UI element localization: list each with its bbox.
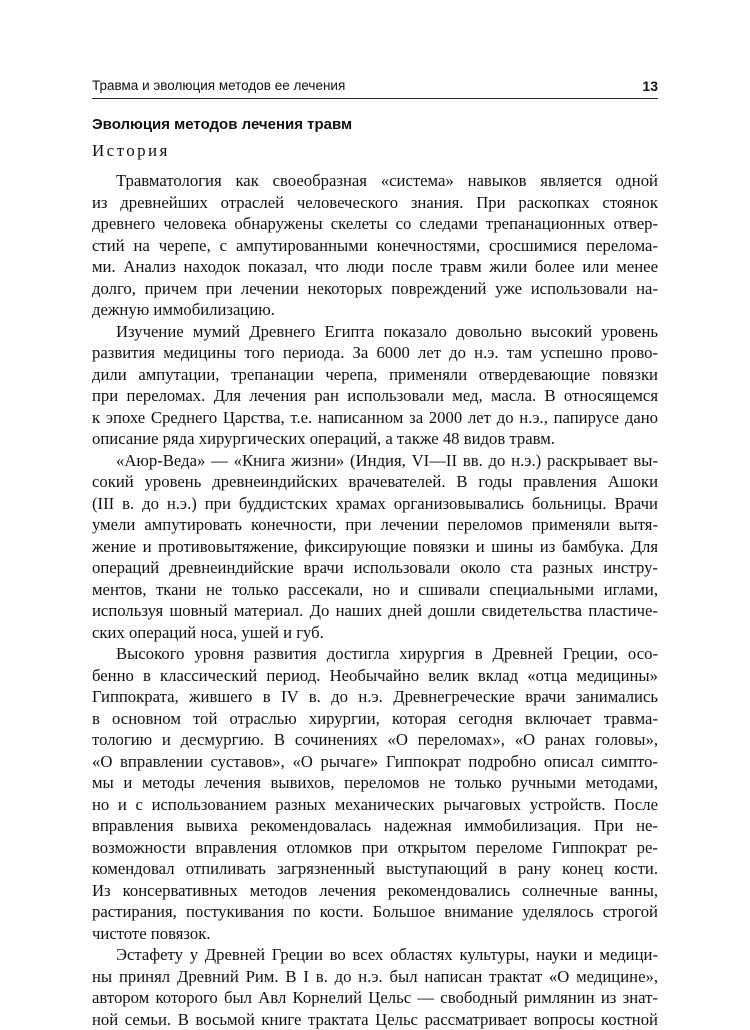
text-line: ми. Анализ находок показал, что люди после травм жили более или менее [92,256,658,278]
text-line: Изучение мумий Древнего Египта показало довольно высокий уровень [92,321,658,343]
body-text [92,170,658,1030]
text-line: ментов, ткани не только рассекали, но и сшивали специальными иглами, [92,579,658,601]
text-line: комендовал отпиливать загрязненный выступающий в рану конец кости. [92,858,658,880]
page-number: 13 [642,78,658,94]
text-line: Гиппократа, жившего в IV в. до н.э. Древнегреческие врачи занимались [92,686,658,708]
text-line: ны принял Древний Рим. В I в. до н.э. был написан трактат «О медицине», [92,966,658,988]
text-line: возможности вправления отломков при открытом переломе Гиппократ ре- [92,837,658,859]
text-line: бенно в классический период. Необычайно велик вклад «отца медицины» [92,665,658,687]
text-line: используя шовный материал. До наших дней дошли свидетельства пластиче- [92,600,658,622]
paragraph [92,643,658,944]
running-head [92,78,658,96]
text-line: ских операций носа, ушей и губ. [92,622,658,644]
text-line: Эстафету у Древней Греции во всех областях культуры, науки и медици- [92,944,658,966]
paragraph [92,170,658,321]
text-line: растирания, постукивания по кости. Большое внимание уделялось строгой [92,901,658,923]
text-line: из древнейших отраслей человеческого знания. При раскопках стоянок [92,192,658,214]
paragraph [92,944,658,1030]
text-line: в основном той отраслью хирургии, которая сегодня включает травма- [92,708,658,730]
text-line: дежную иммобилизацию. [92,299,658,321]
text-line: ной семьи. В восьмой книге трактата Цельс рассматривает вопросы костной [92,1009,658,1030]
text-line: Из консервативных методов лечения рекомендовались солнечные ванны, [92,880,658,902]
text-line: «Аюр-Веда» — «Книга жизни» (Индия, VI—II вв. до н.э.) раскрывает вы- [92,450,658,472]
text-line: стий на черепе, с ампутированными конечностями, сросшимися перелома- [92,235,658,257]
header-divider [92,98,658,99]
section-title: Эволюция методов лечения травм [92,116,658,133]
subsection-title: История [92,141,658,161]
text-line: описание ряда хирургических операций, а также 48 видов травм. [92,428,658,450]
text-line: (III в. до н.э.) при буддистских храмах организовывались больницы. Врачи [92,493,658,515]
paragraph [92,450,658,644]
text-line: мы и методы лечения вывихов, переломов не только ручными методами, [92,772,658,794]
text-line: Травматология как своеобразная «система» навыков является одной [92,170,658,192]
text-line: автором которого был Авл Корнелий Цельс — свободный римлянин из знат- [92,987,658,1009]
text-line: развития медицины того периода. За 6000 лет до н.э. там успешно прово- [92,342,658,364]
text-line: к эпохе Среднего Царства, т.е. написанном за 2000 лет до н.э., папирусе дано [92,407,658,429]
text-line: долго, причем при лечении некоторых повреждений уже использовали на- [92,278,658,300]
paragraph [92,321,658,450]
text-line: древнего человека обнаружены скелеты со следами трепанационных отвер- [92,213,658,235]
text-line: вправления вывиха рекомендовалась надежная иммобилизация. При не- [92,815,658,837]
text-line: жение и противовытяжение, фиксирующие повязки и шины из бамбука. Для [92,536,658,558]
text-line: умели ампутировать конечности, при лечении переломов применяли вытя- [92,514,658,536]
running-title: Травма и эволюция методов ее лечения [92,78,345,93]
text-line: Высокого уровня развития достигла хирургия в Древней Греции, осо- [92,643,658,665]
text-line: чистоте повязок. [92,923,658,945]
text-line: при переломах. Для лечения ран использовали мед, масла. В относящемся [92,385,658,407]
text-line: сокий уровень древнеиндийских врачевателей. В годы правления Ашоки [92,471,658,493]
text-line: операций древнеиндийские врачи использовали около ста разных инстру- [92,557,658,579]
text-line: тологию и десмургию. В сочинениях «О переломах», «О ранах головы», [92,729,658,751]
text-line: «О вправлении суставов», «О рычаге» Гиппократ подробно описал симпто- [92,751,658,773]
text-line: дили ампутации, трепанации черепа, применяли отвердевающие повязки [92,364,658,386]
text-line: но и с использованием разных механических рычаговых устройств. После [92,794,658,816]
